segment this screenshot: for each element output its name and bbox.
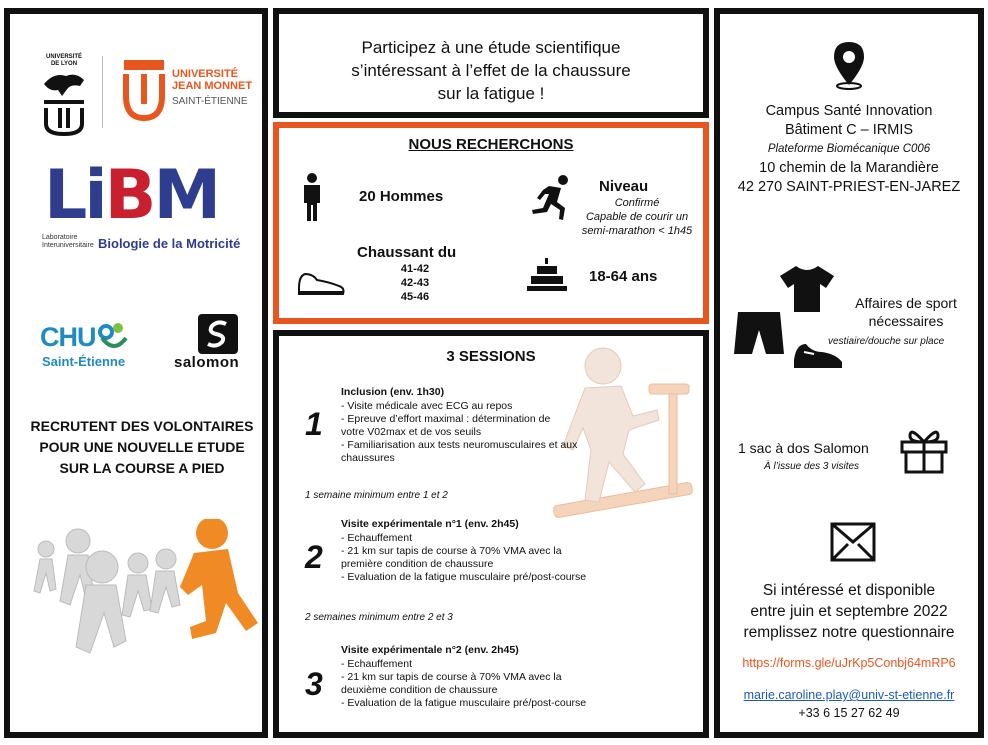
reward-note: À l’issue des 3 visites [764, 461, 860, 472]
session-1-number: 1 [305, 406, 323, 442]
session-3-number: 3 [305, 666, 323, 702]
svg-text:UNIVERSITÉ: UNIVERSITÉ [45, 54, 83, 60]
men-count: 20 Hommes [359, 188, 444, 205]
sport-gear [836, 294, 976, 330]
study-title-line-3: sur la fatigue ! [437, 84, 545, 103]
partners-panel [4, 8, 268, 738]
sessions-title: 3 SESSIONS [446, 348, 536, 365]
sport-gear-line-1: Affaires de sport [855, 295, 957, 311]
session-2-item: - Evaluation de la fatigue musculaire pré/post-course [341, 571, 587, 583]
call-to-action [720, 580, 978, 643]
reward-label: 1 sac à dos Salomon [738, 440, 869, 456]
sessions-box [273, 330, 709, 738]
platform: Plateforme Biomécanique C006 [767, 143, 931, 155]
shoe-icon [295, 268, 347, 298]
session-3 [341, 644, 641, 710]
level-desc-2: semi-marathon < 1h45 [581, 225, 693, 237]
chu-logo [40, 322, 132, 353]
recruiting-line-3: SUR LA COURSE A PIED [59, 460, 225, 476]
salomon-wordmark: salomon [174, 354, 240, 371]
address-block [720, 102, 978, 197]
session-2-item: - Echauffement [341, 532, 413, 544]
level-details [567, 196, 707, 238]
birthday-cake-icon [527, 256, 567, 292]
gap-note-2: 2 semaines minimum entre 2 et 3 [305, 612, 453, 623]
session-2 [341, 518, 641, 584]
session-1-item: - Epreuve d’effort maximal : détermination de [341, 413, 551, 425]
street-address: 10 chemin de la Marandière [759, 160, 939, 176]
shoe-size-label: Chaussant du [357, 244, 457, 261]
runners-illustration [26, 519, 266, 679]
libm-name: Biologie de la Motricité [98, 236, 241, 251]
study-title-box [273, 8, 709, 118]
libm-lab-label: Laboratoire Interuniversitaire [42, 234, 94, 249]
session-3-item: deuxième condition de chaussure [341, 684, 498, 696]
session-3-item: - Evaluation de la fatigue musculaire pré/post-course [341, 697, 587, 709]
ujm-name: UNIVERSITÉ JEAN MONNET [172, 68, 253, 92]
session-2-item: - 21 km sur tapis de course à 70% VMA avec la [341, 545, 562, 557]
recruiting-line-1: RECRUTENT DES VOLONTAIRES [30, 418, 254, 434]
study-title-line-2: s’intéressant à l’effet de la chaussure [351, 61, 631, 80]
session-3-heading: Visite expérimentale n°2 (env. 2h45) [341, 644, 519, 656]
session-1-item: - Familiarisation aux tests neuromusculaires et aux [341, 439, 578, 451]
sport-gear-line-2: nécessaires [868, 313, 944, 329]
level-label: Niveau [599, 178, 649, 195]
logo-divider [102, 56, 103, 128]
session-2-item: première condition de chaussure [341, 558, 494, 570]
locker-note: vestiaire/douche sur place [828, 336, 945, 347]
session-1-heading: Inclusion (env. 1h30) [341, 386, 445, 398]
session-1 [341, 386, 601, 465]
session-1-item: - Visite médicale avec ECG au repos [341, 400, 513, 412]
shoe-size-3: 45-46 [400, 291, 430, 303]
salomon-logo-mark [198, 314, 238, 354]
building: Bâtiment C – IRMIS [784, 122, 914, 138]
level-value: Confirmé [614, 197, 660, 209]
contact-email-link[interactable]: marie.caroline.play@univ-st-etienne.fr [743, 688, 955, 702]
study-title-line-1: Participez à une étude scientifique [361, 38, 621, 57]
shoe-size-1: 41-42 [400, 263, 430, 275]
session-1-item: chaussures [341, 452, 395, 464]
session-3-item: - Echauffement [341, 658, 413, 670]
universite-de-lyon-logo [38, 50, 90, 136]
tshirt-icon [778, 264, 836, 314]
man-icon [299, 172, 325, 222]
gift-icon [898, 424, 950, 474]
shoe-size-2: 42-43 [400, 277, 430, 289]
chu-city: Saint-Étienne [42, 354, 126, 369]
shoe-size-list [379, 262, 451, 304]
practical-info-panel [714, 8, 984, 738]
svg-text:DE LYON: DE LYON [50, 61, 78, 67]
ujm-city: SAINT-ÉTIENNE [172, 96, 248, 107]
level-desc-1: Capable de courir un [585, 211, 689, 223]
recruiting-line-2: POUR UNE NOUVELLE ETUDE [39, 439, 245, 455]
shorts-icon [734, 310, 784, 358]
gap-note-1: 1 semaine minimum entre 1 et 2 [305, 490, 448, 501]
questionnaire-link[interactable]: https://forms.gle/uJrKp5Conbj64mRP6 [742, 656, 956, 670]
cta-line-3: remplissez notre questionnaire [743, 624, 955, 641]
study-title [279, 36, 703, 105]
session-1-item: votre V02max et de vos seuils [341, 426, 482, 438]
envelope-icon [830, 522, 876, 562]
city-address: 42 270 SAINT-PRIEST-EN-JAREZ [737, 179, 961, 195]
chu-logo-text: CHU [40, 322, 96, 352]
session-3-item: - 21 km sur tapis de course à 70% VMA avec la [341, 671, 562, 683]
chu-heart-icon [96, 322, 132, 350]
age-range: 18-64 ans [589, 268, 658, 285]
criteria-box [273, 122, 709, 324]
session-2-number: 2 [305, 539, 323, 575]
contact-phone: +33 6 15 27 62 49 [798, 706, 900, 720]
libm-logo: LiBM [44, 156, 219, 235]
cta-line-2: entre juin et septembre 2022 [750, 603, 948, 620]
recruiting-statement [16, 416, 268, 479]
criteria-title: NOUS RECHERCHONS [408, 136, 574, 153]
campus-name: Campus Santé Innovation [765, 103, 933, 119]
ujm-logo-mark [122, 58, 166, 122]
session-2-heading: Visite expérimentale n°1 (env. 2h45) [341, 518, 519, 530]
location-pin-icon [830, 40, 868, 90]
cta-line-1: Si intéressé et disponible [762, 582, 936, 599]
